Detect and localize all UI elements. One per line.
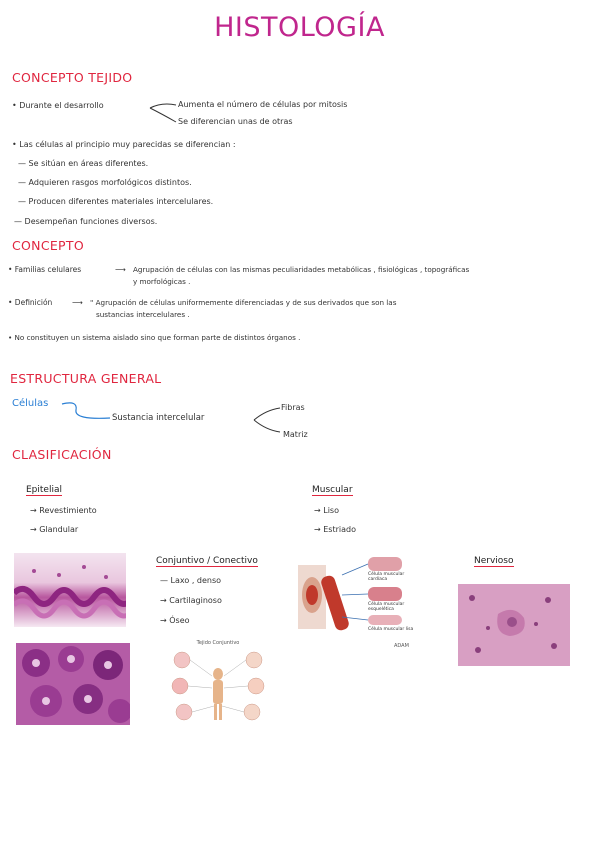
list-item: — Adquieren rasgos morfológicos distintos. [18, 178, 192, 187]
figure-label: Célula muscular lisa [368, 627, 414, 632]
arrow-icon: ⟶ [72, 298, 83, 307]
arrow-icon: ⟶ [115, 265, 126, 274]
curved-arrow-icon [60, 400, 115, 424]
section-heading-concepto: CONCEPTO [12, 238, 84, 253]
list-item: — Se sitúan en áreas diferentes. [18, 159, 149, 168]
figure-label: Célula muscular esquelética [368, 602, 405, 612]
desarrollo-b: Se diferencian unas de otras [178, 117, 293, 126]
epitelial-title: Epitelial [26, 485, 62, 495]
muscle-types-figure-image [298, 555, 420, 651]
list-item: → Revestimiento [30, 506, 97, 515]
list-item: → Estriado [314, 525, 356, 534]
list-item: → Cartilaginoso [160, 596, 222, 605]
matriz-label: Matriz [283, 430, 308, 439]
sustancia-label: Sustancia intercelular [112, 413, 205, 423]
celulas-label: Células [12, 398, 49, 409]
figure-credit: ADAM [394, 643, 409, 649]
connective-tissue-figure-image [168, 640, 268, 726]
muscular-title: Muscular [312, 485, 353, 495]
conjuntivo-title: Conjuntivo / Conectivo [156, 556, 258, 566]
glandular-micrograph-image [16, 643, 130, 725]
celulas-intro: • Las células al principio muy parecidas se diferencian : [12, 140, 236, 149]
definicion-text-cont: sustancias intercelulares . [96, 310, 190, 319]
nervous-micrograph-image [458, 584, 570, 666]
nota-text: • No constituyen un sistema aislado sino que forman parte de distintos órganos . [8, 333, 301, 342]
familias-text: Agrupación de células con las mismas peculiaridades metabólicas , fisiológicas , topográficas [133, 265, 470, 274]
list-item: — Laxo , denso [160, 576, 222, 585]
bracket-desarrollo [148, 100, 178, 126]
list-item: — Desempeñan funciones diversos. [14, 217, 158, 226]
desarrollo-label: • Durante el desarrollo [12, 101, 104, 110]
list-item: → Glandular [30, 525, 79, 534]
familias-label: • Familias celulares [8, 265, 82, 274]
section-heading-clasificacion: CLASIFICACIÓN [12, 447, 112, 462]
figure-title: Tejido Conjuntivo [196, 640, 240, 646]
list-item: → Liso [314, 506, 339, 515]
figure-label: Célula muscular cardíaca [368, 572, 405, 582]
fibras-label: Fibras [281, 403, 305, 412]
definicion-label: • Definición [8, 298, 53, 307]
epithelial-micrograph-image [14, 553, 126, 627]
list-item: — Producen diferentes materiales intercelulares. [18, 197, 214, 206]
list-item: → Óseo [160, 616, 190, 625]
page-title: HISTOLOGÍA [214, 12, 385, 43]
nervioso-title: Nervioso [474, 556, 514, 566]
familias-text-cont: y morfológicas . [133, 277, 191, 286]
desarrollo-a: Aumenta el número de células por mitosis [178, 100, 348, 109]
section-heading-concepto-tejido: CONCEPTO TEJIDO [12, 70, 133, 85]
section-heading-estructura: ESTRUCTURA GENERAL [10, 371, 162, 386]
definicion-text: " Agrupación de células uniformemente diferenciadas y de sus derivados que son las [90, 298, 397, 307]
bracket-sustancia [252, 406, 282, 434]
